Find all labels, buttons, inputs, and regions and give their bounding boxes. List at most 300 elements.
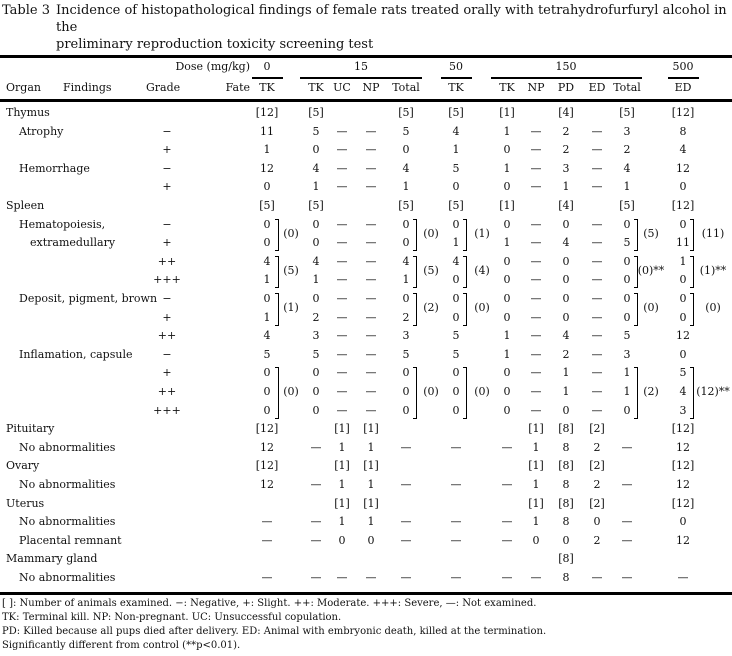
data-cell: [12]	[255, 106, 279, 119]
grade-symbol: +	[162, 310, 172, 324]
table-title-line-2: preliminary reproduction toxicity screening test	[56, 37, 374, 52]
data-cell: 2	[623, 143, 631, 157]
data-cell: 0	[679, 310, 687, 324]
data-cell: 2	[402, 310, 410, 324]
data-cell: 1	[367, 440, 375, 454]
data-cell: [1]	[363, 496, 379, 510]
group-total-label: (5)	[423, 264, 439, 278]
data-cell: [5]	[308, 199, 324, 212]
data-cell: [1]	[334, 459, 350, 473]
data-cell: [1]	[363, 422, 379, 436]
data-cell: 0	[623, 310, 631, 324]
data-cell: —	[591, 329, 603, 343]
group-total-label: (0)	[474, 385, 490, 398]
data-cell: —	[591, 161, 603, 175]
data-cell: 0	[452, 273, 460, 287]
grade-symbol: +++	[153, 273, 181, 287]
fate-header: TK	[308, 81, 324, 94]
group-bracket	[634, 219, 638, 252]
data-cell: 1	[312, 180, 320, 194]
data-cell: 1	[367, 478, 375, 491]
data-cell: 1	[503, 124, 511, 138]
data-cell: 4	[312, 161, 320, 175]
data-cell: —	[530, 571, 542, 584]
data-cell: 0	[623, 292, 631, 305]
data-cell: 0	[402, 403, 410, 417]
group-total-label: (1)	[283, 301, 299, 315]
data-cell: 0	[452, 385, 460, 398]
dose-15-underline	[300, 77, 422, 79]
data-cell: 0	[312, 385, 320, 398]
data-cell: 0	[503, 180, 511, 194]
grade-symbol: ++	[157, 254, 177, 268]
group-total-label: (5)	[283, 264, 299, 278]
group-total-label: (2)	[643, 385, 659, 398]
data-cell: [1]	[363, 459, 379, 473]
data-cell: 0	[452, 310, 460, 324]
table-number: Table 3	[2, 3, 50, 18]
data-cell: —	[365, 180, 377, 194]
data-cell: [5]	[619, 199, 635, 212]
data-cell: 0	[263, 366, 271, 380]
data-cell: 1	[338, 440, 346, 454]
data-cell: 5	[312, 124, 320, 138]
data-cell: —	[621, 533, 633, 547]
data-cell: 5	[452, 329, 460, 343]
grade-symbol: −	[162, 217, 172, 231]
data-cell: —	[530, 385, 542, 398]
data-cell: 0	[312, 366, 320, 380]
data-cell: 1	[367, 515, 375, 529]
data-cell: —	[310, 440, 322, 454]
data-cell: —	[591, 571, 603, 584]
fate-header: TK	[499, 81, 515, 94]
group-total-label: (0)	[283, 226, 299, 240]
grade-header: Grade	[146, 81, 181, 94]
data-cell: 12	[260, 161, 274, 175]
data-cell: —	[336, 385, 348, 398]
data-cell: 5	[452, 347, 460, 361]
dose-150: 150	[555, 60, 577, 73]
data-cell: 2	[593, 440, 601, 454]
data-cell: —	[365, 403, 377, 417]
data-cell: 5	[263, 347, 271, 361]
group-bracket	[634, 367, 638, 418]
dose-50-underline	[441, 77, 472, 79]
group-total-label: (1)	[474, 226, 490, 240]
group-bracket	[463, 256, 467, 289]
fate-header: TK	[259, 81, 275, 94]
data-cell: 1	[562, 366, 570, 380]
data-cell: —	[400, 571, 412, 584]
data-cell: 5	[312, 347, 320, 361]
data-cell: —	[400, 533, 412, 547]
data-cell: 0	[263, 236, 271, 250]
data-cell: —	[336, 403, 348, 417]
data-cell: —	[365, 254, 377, 268]
data-cell: [5]	[398, 106, 414, 119]
data-cell: 0	[402, 236, 410, 250]
header-rule	[0, 99, 732, 102]
data-cell: [12]	[671, 422, 695, 436]
data-cell: —	[336, 236, 348, 250]
data-cell: 4	[402, 161, 410, 175]
data-cell: [1]	[334, 422, 350, 436]
data-cell: 8	[562, 571, 570, 584]
data-cell: [5]	[398, 199, 414, 212]
data-cell: —	[310, 571, 322, 584]
data-cell: 0	[503, 143, 511, 157]
data-cell: 0	[402, 292, 410, 305]
data-cell: [12]	[671, 459, 695, 473]
data-cell: 0	[503, 366, 511, 380]
data-cell: —	[336, 273, 348, 287]
group-total-label: (0)	[283, 385, 299, 398]
grade-symbol: +	[162, 143, 172, 157]
data-cell: —	[400, 478, 412, 491]
data-cell: —	[591, 273, 603, 287]
data-cell: 4	[263, 329, 271, 343]
data-cell: —	[450, 478, 462, 491]
group-total-label: (12)**	[696, 385, 730, 398]
fate-header: ED	[674, 81, 692, 94]
organ-label: Mammary gland	[6, 552, 98, 566]
data-cell: 11	[260, 124, 274, 138]
data-cell: —	[261, 533, 273, 547]
data-cell: 1	[503, 347, 511, 361]
data-cell: 12	[676, 533, 690, 547]
data-cell: 1	[503, 236, 511, 250]
data-cell: —	[336, 329, 348, 343]
group-total-label: (0)	[474, 301, 490, 315]
data-cell: 5	[623, 236, 631, 250]
data-cell: 3	[623, 347, 631, 361]
group-bracket	[690, 367, 694, 418]
data-cell: —	[450, 533, 462, 547]
data-cell: —	[501, 440, 513, 454]
data-cell: 12	[676, 478, 690, 491]
data-cell: —	[336, 366, 348, 380]
data-cell: 0	[562, 310, 570, 324]
data-cell: 0	[367, 533, 375, 547]
data-cell: [5]	[448, 199, 464, 212]
data-cell: 4	[402, 254, 410, 268]
group-total-label: (5)	[643, 226, 659, 240]
finding-label: Inflamation, capsule	[19, 347, 133, 361]
data-cell: 0	[679, 292, 687, 305]
data-cell: —	[591, 217, 603, 231]
data-cell: —	[365, 292, 377, 305]
data-cell: 5	[679, 366, 687, 380]
data-cell: —	[336, 124, 348, 138]
dose-15: 15	[354, 60, 368, 73]
data-cell: [1]	[528, 422, 544, 436]
data-cell: 1	[263, 310, 271, 324]
data-cell: 0	[679, 217, 687, 231]
data-cell: 4	[452, 254, 460, 268]
data-cell: —	[530, 403, 542, 417]
data-cell: 0	[679, 273, 687, 287]
data-cell: —	[450, 515, 462, 529]
data-cell: 0	[562, 273, 570, 287]
data-cell: —	[336, 143, 348, 157]
table-title-line-1: Incidence of histopathological findings of female rats treated orally with tetrahydrofurfuryl alcohol in the	[56, 3, 727, 35]
data-cell: —	[400, 440, 412, 454]
data-cell: 4	[623, 161, 631, 175]
footnote-1: [ ]: Number of animals examined. −: Negative, +: Slight. ++: Moderate. +++: Severe, —: Not examined.	[2, 598, 537, 609]
data-cell: —	[365, 143, 377, 157]
finding-label: No abnormalities	[19, 571, 116, 584]
data-cell: [5]	[619, 106, 635, 119]
grade-symbol: +	[162, 366, 172, 380]
data-cell: —	[591, 310, 603, 324]
grade-symbol: −	[162, 161, 172, 175]
group-bracket	[413, 367, 417, 418]
data-cell: 0	[623, 273, 631, 287]
data-cell: 1	[312, 273, 320, 287]
grade-symbol: ++	[157, 385, 177, 398]
data-cell: [2]	[589, 422, 605, 436]
dose-0: 0	[263, 60, 271, 73]
data-cell: —	[591, 180, 603, 194]
finding-label: Hemorrhage	[19, 161, 90, 175]
data-cell: 1	[503, 329, 511, 343]
data-cell: 8	[562, 440, 570, 454]
group-total-label: (0)	[423, 385, 439, 398]
data-cell: 0	[623, 217, 631, 231]
data-cell: [4]	[558, 199, 574, 212]
data-cell: —	[591, 347, 603, 361]
fate-header: UC	[333, 81, 351, 94]
data-cell: —	[591, 385, 603, 398]
footnote-2: TK: Terminal kill. NP: Non-pregnant. UC: Unsuccessful copulation.	[2, 612, 342, 623]
finding-label: No abnormalities	[19, 515, 116, 529]
group-total-label: (11)	[701, 226, 725, 240]
data-cell: —	[591, 124, 603, 138]
group-bracket	[463, 367, 467, 418]
data-cell: 0	[452, 366, 460, 380]
data-cell: 1	[623, 385, 631, 398]
data-cell: —	[365, 310, 377, 324]
data-cell: 0	[503, 292, 511, 305]
data-cell: —	[530, 124, 542, 138]
data-cell: —	[530, 143, 542, 157]
data-cell: 5	[402, 347, 410, 361]
data-cell: [1]	[528, 496, 544, 510]
data-cell: [5]	[448, 106, 464, 119]
data-cell: 0	[452, 403, 460, 417]
fate-header: Total	[613, 81, 641, 94]
data-cell: 2	[562, 124, 570, 138]
bottom-rule	[0, 592, 732, 595]
group-bracket	[275, 256, 279, 289]
data-cell: —	[336, 161, 348, 175]
top-rule	[0, 55, 732, 58]
fate-header: NP	[362, 81, 380, 94]
data-cell: —	[261, 571, 273, 584]
data-cell: 1	[623, 366, 631, 380]
data-cell: —	[336, 217, 348, 231]
data-cell: —	[591, 366, 603, 380]
data-cell: 8	[562, 515, 570, 529]
fate-header: NP	[527, 81, 545, 94]
data-cell: 12	[676, 161, 690, 175]
group-bracket	[275, 367, 279, 418]
data-cell: 0	[562, 533, 570, 547]
data-cell: 3	[623, 124, 631, 138]
organ-label: Ovary	[6, 459, 40, 473]
data-cell: 1	[532, 515, 540, 529]
data-cell: 5	[402, 124, 410, 138]
dose-label: Dose (mg/kg)	[175, 60, 250, 73]
data-cell: 1	[452, 236, 460, 250]
data-cell: —	[365, 124, 377, 138]
group-bracket	[275, 219, 279, 252]
data-cell: —	[365, 217, 377, 231]
data-cell: —	[591, 403, 603, 417]
data-cell: 4	[679, 143, 687, 157]
data-cell: 2	[312, 310, 320, 324]
grade-symbol: +	[162, 180, 172, 194]
grade-symbol: ++	[157, 329, 177, 343]
data-cell: 0	[312, 143, 320, 157]
data-cell: —	[336, 180, 348, 194]
data-cell: 0	[503, 217, 511, 231]
data-cell: —	[530, 254, 542, 268]
fate-header: Total	[392, 81, 420, 94]
data-cell: 1	[679, 254, 687, 268]
group-bracket	[690, 293, 694, 326]
data-cell: 4	[263, 254, 271, 268]
group-bracket	[690, 256, 694, 289]
data-cell: [12]	[255, 459, 279, 473]
group-bracket	[634, 293, 638, 326]
group-bracket	[690, 219, 694, 252]
data-cell: 11	[676, 236, 690, 250]
data-cell: [2]	[589, 496, 605, 510]
data-cell: —	[310, 478, 322, 491]
data-cell: —	[336, 254, 348, 268]
data-cell: —	[336, 571, 348, 584]
data-cell: —	[530, 217, 542, 231]
data-cell: 5	[623, 329, 631, 343]
data-cell: —	[501, 533, 513, 547]
data-cell: 0	[312, 403, 320, 417]
finding-label: No abnormalities	[19, 478, 116, 491]
data-cell: 0	[593, 515, 601, 529]
data-cell: —	[336, 310, 348, 324]
data-cell: 0	[312, 236, 320, 250]
organ-label: Thymus	[6, 106, 50, 119]
group-bracket	[463, 293, 467, 326]
grade-symbol: +++	[153, 403, 181, 417]
data-cell: [5]	[259, 199, 275, 212]
data-cell: 0	[263, 403, 271, 417]
grade-symbol: −	[162, 124, 172, 138]
data-cell: 2	[593, 478, 601, 491]
group-total-label: (0)	[705, 301, 721, 315]
fate-header: ED	[588, 81, 606, 94]
data-cell: —	[450, 571, 462, 584]
data-cell: 0	[562, 254, 570, 268]
finding-label: Deposit, pigment, brown	[19, 292, 158, 305]
data-cell: [5]	[308, 106, 324, 119]
data-cell: 4	[562, 329, 570, 343]
data-cell: 0	[402, 217, 410, 231]
data-cell: 0	[263, 180, 271, 194]
data-cell: [12]	[671, 199, 695, 212]
footnote-3: PD: Killed because all pups died after delivery. ED: Animal with embryonic death, killed at the termination.	[2, 626, 547, 637]
data-cell: 1	[562, 385, 570, 398]
data-cell: 12	[260, 440, 274, 454]
data-cell: —	[336, 347, 348, 361]
data-cell: 0	[679, 180, 687, 194]
finding-label: Placental remnant	[19, 533, 122, 547]
data-cell: —	[591, 292, 603, 305]
data-cell: 1	[263, 143, 271, 157]
data-cell: 0	[503, 273, 511, 287]
data-cell: 0	[402, 143, 410, 157]
data-cell: 0	[503, 310, 511, 324]
findings-header: Findings	[63, 81, 112, 94]
data-cell: [8]	[558, 459, 574, 473]
data-cell: —	[501, 478, 513, 491]
grade-symbol: −	[162, 292, 172, 305]
data-cell: 0	[562, 403, 570, 417]
data-cell: 2	[562, 347, 570, 361]
data-cell: [12]	[671, 496, 695, 510]
data-cell: —	[530, 180, 542, 194]
data-cell: [8]	[558, 552, 574, 566]
finding-label: Hematopoiesis,	[19, 217, 106, 231]
data-cell: —	[621, 440, 633, 454]
data-cell: 0	[312, 292, 320, 305]
data-cell: —	[677, 571, 689, 584]
data-cell: —	[365, 273, 377, 287]
organ-label: Pituitary	[6, 422, 55, 436]
data-cell: —	[365, 329, 377, 343]
data-cell: —	[530, 347, 542, 361]
data-cell: 3	[402, 329, 410, 343]
data-cell: —	[400, 515, 412, 529]
organ-label: Spleen	[6, 199, 45, 212]
data-cell: —	[530, 161, 542, 175]
data-cell: —	[501, 515, 513, 529]
data-cell: [2]	[589, 459, 605, 473]
data-cell: 1	[402, 273, 410, 287]
data-cell: —	[365, 571, 377, 584]
data-cell: 0	[312, 217, 320, 231]
data-cell: [8]	[558, 422, 574, 436]
data-cell: —	[530, 236, 542, 250]
data-cell: 3	[312, 329, 320, 343]
data-cell: 0	[263, 292, 271, 305]
footnote-4: Significantly different from control (**p<0.01).	[2, 640, 241, 651]
data-cell: 0	[532, 533, 540, 547]
data-cell: —	[621, 571, 633, 584]
organ-label: Uterus	[6, 496, 45, 510]
data-cell: 4	[452, 124, 460, 138]
data-cell: 1	[338, 478, 346, 491]
data-cell: 0	[402, 366, 410, 380]
group-total-label: (2)	[423, 301, 439, 315]
data-cell: 4	[312, 254, 320, 268]
data-cell: 0	[679, 515, 687, 529]
data-cell: 0	[338, 533, 346, 547]
finding-label: extramedullary	[30, 236, 116, 250]
data-cell: 1	[452, 143, 460, 157]
data-cell: 0	[452, 292, 460, 305]
